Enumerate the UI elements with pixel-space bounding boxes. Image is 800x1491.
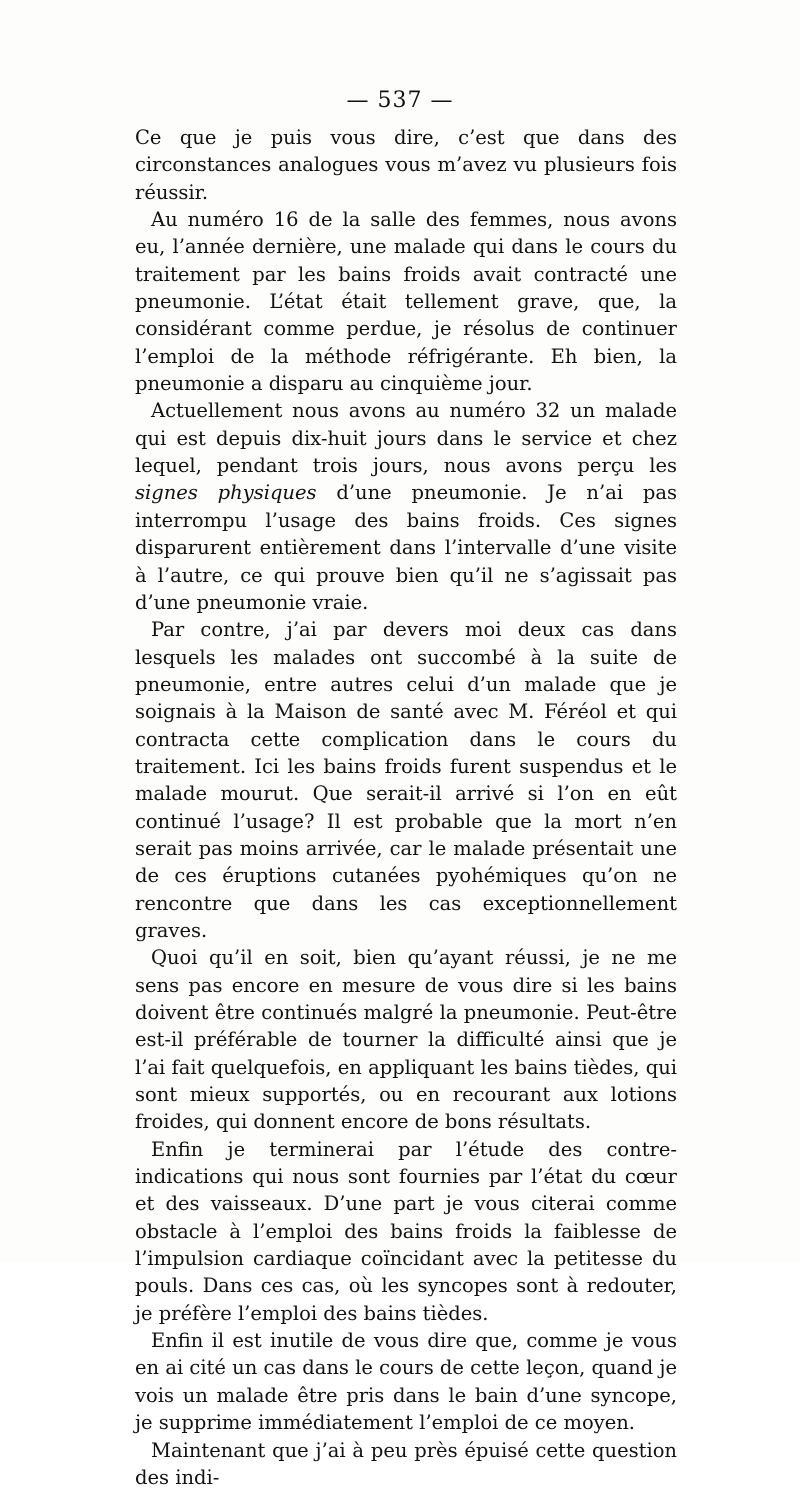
- paragraph-5: Quoi qu’il en soit, bien qu’ayant réussi, je ne me sens pas encore en mesure de vous dire si les bains doivent être continués malgré la pneumonie. Peut-être est-il préférable de tourner la difficulté ainsi que je l’ai fait quelquefois, en appliquant les bains tièdes, qui sont mieux supportés, ou en recourant aux lotions froides, qui donnent encore de bons résultats.: [135, 944, 677, 1135]
- paragraph-3-italic: signes physiques: [135, 481, 317, 504]
- page-number: — 537 —: [0, 88, 800, 113]
- paragraph-3-part-2: d’une pneumonie. Je n’ai pas interrompu l’usage des bains froids. Ces signes disparurent entièrement dans l’intervalle d’une visite à l’autre, ce qui prouve bien qu’il ne s’agissait pas d’une pneumonie vraie.: [135, 481, 677, 613]
- paragraph-6: Enfin je terminerai par l’étude des contre-indications qui nous sont fournies par l’état du cœur et des vaisseaux. D’une part je vous citerai comme obstacle à l’emploi des bains froids la faiblesse de l’impulsion cardiaque coïncidant avec la petitesse du pouls. Dans ces cas, où les syncopes sont à redouter, je préfère l’emploi des bains tièdes.: [135, 1136, 677, 1327]
- paragraph-2: Au numéro 16 de la salle des femmes, nous avons eu, l’année dernière, une malade qui dans le cours du traitement par les bains froids avait contracté une pneumonie. L’état était tellement grave, que, la considérant comme perdue, je résolus de continuer l’emploi de la méthode réfrigérante. Eh bien, la pneumonie a disparu au cinquième jour.: [135, 206, 677, 397]
- paragraph-1: Ce que je puis vous dire, c’est que dans des circonstances analogues vous m’avez vu plusieurs fois réussir.: [135, 124, 677, 206]
- paragraph-4: Par contre, j’ai par devers moi deux cas dans lesquels les malades ont succombé à la suite de pneumonie, entre autres celui d’un malade que je soignais à la Maison de santé avec M. Féréol et qui contracta cette complication dans le cours du traitement. Ici les bains froids furent suspendus et le malade mourut. Que serait-il arrivé si l’on en eût continué l’usage? Il est probable que la mort n’en serait pas moins arrivée, car le malade présentait une de ces éruptions cutanées pyohémiques qu’on ne rencontre que dans les cas exceptionnellement graves.: [135, 616, 677, 944]
- paragraph-8: Maintenant que j’ai à peu près épuisé cette question des indi-: [135, 1437, 677, 1491]
- paragraph-3-part-1: Actuellement nous avons au numéro 32 un malade qui est depuis dix-huit jours dans le service et chez lequel, pendant trois jours, nous avons perçu les: [135, 399, 677, 477]
- paragraph-7: Enfin il est inutile de vous dire que, comme je vous en ai cité un cas dans le cours de cette leçon, quand je vois un malade être pris dans le bain d’une syncope, je supprime immédiatement l’emploi de ce moyen.: [135, 1327, 677, 1436]
- body-text: [135, 124, 677, 1491]
- paragraph-3: [135, 397, 677, 616]
